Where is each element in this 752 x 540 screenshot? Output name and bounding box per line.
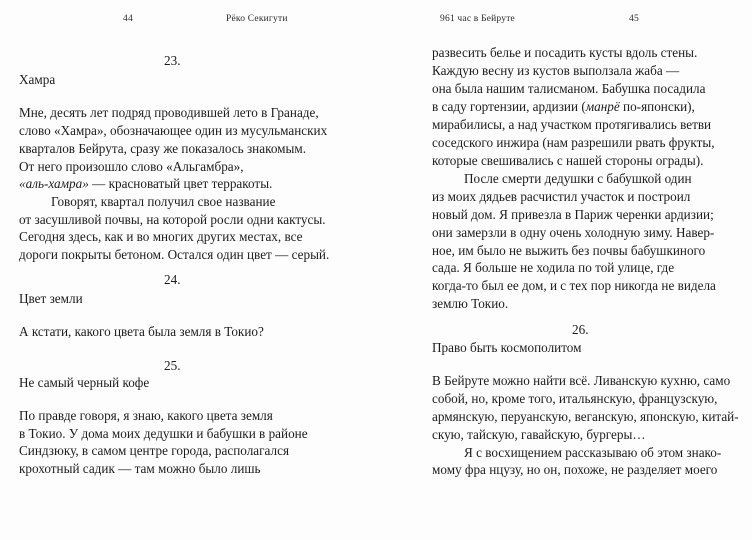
right-page xyxy=(376,0,752,540)
running-head-author: Рёко Секигути xyxy=(226,14,288,24)
paragraph-line: сада. Я больше не ходила по той улице, где xyxy=(432,260,675,275)
page-number-right: 45 xyxy=(629,14,639,24)
paragraph-line: «аль-хамра» — красноватый цвет терракоты. xyxy=(19,176,273,191)
paragraph-line: А кстати, какого цвета была земля в Токио? xyxy=(19,324,264,339)
paragraph-line: В Бейруте можно найти всё. Ливанскую кухню, само xyxy=(432,373,731,388)
paragraph-line: Синдзюку, в самом центре города, располагался xyxy=(19,443,290,458)
paragraph-line: слово «Хамра», обозначающее один из мусульманских xyxy=(19,123,328,138)
section-number-26: 26. xyxy=(572,322,589,337)
paragraph-line: Я с восхищением рассказываю об этом знако- xyxy=(464,445,722,460)
paragraph-line: армянскую, перуанскую, веганскую, японскую, китай- xyxy=(432,409,739,424)
paragraph-line: от засушливой почвы, на которой росли одни кактусы. xyxy=(19,212,326,227)
italic-term: «аль-хамра» xyxy=(19,176,89,191)
paragraph-line: они замерзли в одну очень холодную зиму. Навер- xyxy=(432,225,715,240)
section-title-earth-color: Цвет земли xyxy=(19,291,83,306)
italic-term: манрё xyxy=(585,99,620,114)
paragraph-line: Мне, десять лет подряд проводившей лето в Гранаде, xyxy=(19,105,319,120)
paragraph-line: кварталов Бейрута, сразу же показалось знакомым. xyxy=(19,141,307,156)
page-number-left: 44 xyxy=(123,14,133,24)
paragraph-line: От него произошло слово «Альгамбра», xyxy=(19,159,244,174)
paragraph-line: когда-то был ее дом, и с тех пор никогда не видела xyxy=(432,278,716,293)
paragraph-line: землю Токио. xyxy=(432,296,509,311)
paragraph-line: из моих дядьев расчистил участок и построил xyxy=(432,189,691,204)
paragraph-line: По правде говоря, я знаю, какого цвета земля xyxy=(19,408,273,423)
section-title-hamra: Хамра xyxy=(19,72,56,87)
paragraph-line: мому фра нцузу, но он, похоже, не разделяет моего xyxy=(432,462,718,477)
paragraph-line: которые свешивались с нашей стороны ограды). xyxy=(432,153,704,168)
paragraph-line: в саду гортензии, ардизии (манрё по-японски), xyxy=(432,99,695,114)
paragraph-line: собой, но, кроме того, итальянскую, французскую, xyxy=(432,391,718,406)
section-title-cosmopolitan: Право быть космополитом xyxy=(432,340,582,355)
section-number-25: 25. xyxy=(164,358,181,373)
paragraph-line: ное, им было не выжить без почвы бабушкиного xyxy=(432,243,706,258)
paragraph-line: мирабилисы, а над участком протягивались ветви xyxy=(432,117,712,132)
paragraph-line: После смерти дедушки с бабушкой один xyxy=(464,171,692,186)
section-number-24: 24. xyxy=(164,272,181,287)
paragraph-line: Говорят, квартал получил свое название xyxy=(51,194,276,209)
paragraph-line: Сегодня здесь, как и во многих других местах, все xyxy=(19,229,303,244)
paragraph-line: она была нашим талисманом. Бабушка посадила xyxy=(432,81,706,96)
paragraph-line: новый дом. Я привезла в Париж черенки ардизии; xyxy=(432,207,714,222)
section-number-23: 23. xyxy=(164,53,181,68)
paragraph-line: соседского инжира (нам разрешили рвать фрукты, xyxy=(432,135,715,150)
running-head-title: 961 час в Бейруте xyxy=(440,14,515,24)
paragraph-line: скую, тайскую, гавайскую, бургеры… xyxy=(432,427,646,442)
section-title-coffee: Не самый черный кофе xyxy=(19,375,150,390)
paragraph-line: крохотный садик — там можно было лишь xyxy=(19,461,261,476)
paragraph-line: Каждую весну из кустов выползала жаба — xyxy=(432,63,680,78)
paragraph-line: дороги покрыты бетоном. Остался один цвет — серый. xyxy=(19,247,330,262)
paragraph-line: развесить белье и посадить кусты вдоль стены. xyxy=(432,45,698,60)
paragraph-line: в Токио. У дома моих дедушки и бабушки в районе xyxy=(19,426,308,441)
